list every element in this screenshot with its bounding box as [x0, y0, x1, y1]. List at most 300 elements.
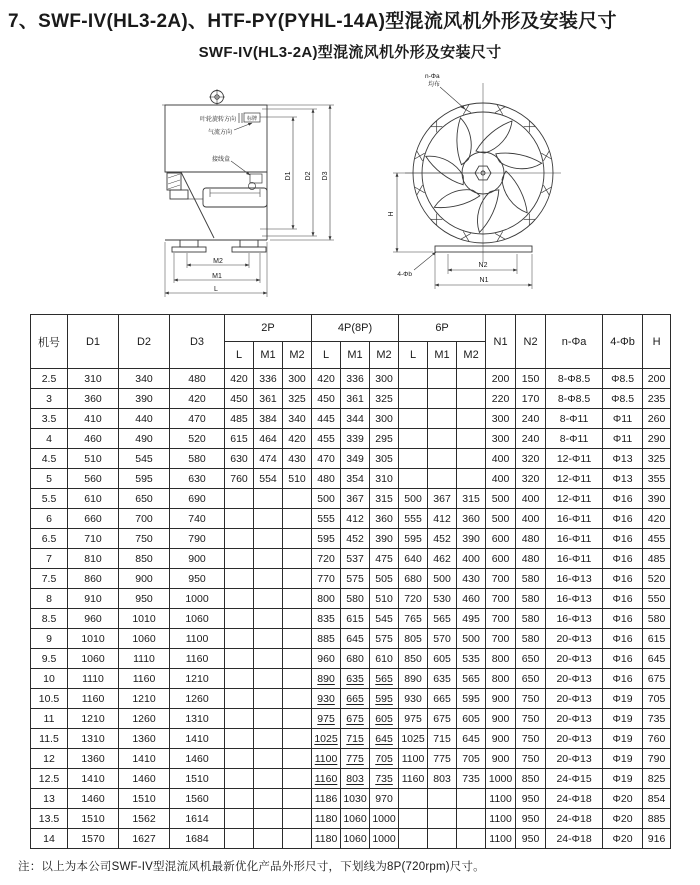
table-cell: [428, 809, 457, 829]
table-cell: [428, 409, 457, 429]
table-cell: 450: [312, 389, 341, 409]
table-cell: 16-Φ11: [546, 529, 603, 549]
table-cell: 16-Φ13: [546, 589, 603, 609]
table-cell: 390: [370, 529, 399, 549]
table-cell: 1060: [341, 809, 370, 829]
table-cell: 1000: [370, 809, 399, 829]
table-cell: [254, 569, 283, 589]
table-cell: 315: [457, 489, 486, 509]
airflow-direction-label: 气流方向: [207, 130, 232, 136]
table-cell: 510: [370, 589, 399, 609]
table-cell: [457, 409, 486, 429]
table-cell: 1100: [399, 749, 428, 769]
table-cell: 735: [370, 769, 399, 789]
table-cell: 595: [457, 689, 486, 709]
table-cell: 1010: [68, 629, 119, 649]
table-cell: 452: [428, 529, 457, 549]
table-cell: 720: [312, 549, 341, 569]
table-cell: [225, 669, 254, 689]
table-cell: 9: [31, 629, 68, 649]
technical-drawings: [0, 66, 700, 312]
table-cell: 430: [457, 569, 486, 589]
table-cell: 150: [516, 369, 546, 389]
table-cell: 700: [119, 509, 170, 529]
table-cell: 900: [486, 729, 516, 749]
dimensions-table: [30, 314, 671, 849]
table-cell: 615: [225, 429, 254, 449]
table-cell: 1510: [119, 789, 170, 809]
table-cell: 580: [516, 609, 546, 629]
table-cell: 975: [312, 709, 341, 729]
table-cell: 900: [486, 689, 516, 709]
header-group-2p: 2P: [225, 315, 312, 342]
table-cell: [283, 729, 312, 749]
table-cell: [399, 809, 428, 829]
table-cell: 510: [283, 469, 312, 489]
table-cell: 24-Φ15: [546, 769, 603, 789]
table-cell: 790: [170, 529, 225, 549]
header-6p-l: L: [399, 342, 428, 369]
table-cell: [399, 429, 428, 449]
table-cell: 735: [457, 769, 486, 789]
table-cell: Φ8.5: [603, 369, 643, 389]
table-cell: [457, 829, 486, 849]
dim-n1-label: N1: [479, 277, 489, 284]
table-cell: 1360: [119, 729, 170, 749]
foot-holes-label: 4-Φb: [397, 271, 412, 278]
table-cell: 1100: [486, 809, 516, 829]
table-cell: 950: [170, 569, 225, 589]
table-cell: 400: [516, 489, 546, 509]
table-cell: [399, 829, 428, 849]
table-cell: 705: [370, 749, 399, 769]
table-cell: 1460: [68, 789, 119, 809]
table-cell: 20-Φ13: [546, 669, 603, 689]
table-cell: 1000: [486, 769, 516, 789]
table-cell: 5.5: [31, 489, 68, 509]
table-cell: 530: [428, 589, 457, 609]
table-cell: 1684: [170, 829, 225, 849]
table-cell: 660: [68, 509, 119, 529]
nameplate-label: 标牌: [246, 116, 258, 122]
table-cell: [283, 709, 312, 729]
table-cell: [225, 649, 254, 669]
table-cell: [399, 369, 428, 389]
table-cell: 1410: [68, 769, 119, 789]
table-cell: 8.5: [31, 609, 68, 629]
table-cell: 1060: [119, 629, 170, 649]
table-cell: Φ16: [603, 669, 643, 689]
table-cell: 805: [399, 629, 428, 649]
table-cell: 384: [254, 409, 283, 429]
table-cell: 455: [643, 529, 671, 549]
table-cell: 1460: [170, 749, 225, 769]
table-cell: Φ20: [603, 809, 643, 829]
table-cell: 675: [428, 709, 457, 729]
table-cell: 1010: [119, 609, 170, 629]
table-cell: 1510: [170, 769, 225, 789]
table-cell: 452: [341, 529, 370, 549]
table-cell: [399, 789, 428, 809]
table-cell: [254, 829, 283, 849]
table-cell: 13: [31, 789, 68, 809]
table-cell: 4: [31, 429, 68, 449]
table-cell: 825: [643, 769, 671, 789]
table-cell: Φ16: [603, 569, 643, 589]
table-cell: 12-Φ11: [546, 489, 603, 509]
table-cell: 605: [457, 709, 486, 729]
table-cell: 410: [68, 409, 119, 429]
table-cell: 520: [643, 569, 671, 589]
table-cell: Φ16: [603, 649, 643, 669]
table-cell: 500: [312, 489, 341, 509]
table-cell: 555: [399, 509, 428, 529]
table-row: [31, 509, 671, 529]
table-cell: 1410: [119, 749, 170, 769]
table-cell: [225, 489, 254, 509]
table-cell: 12: [31, 749, 68, 769]
table-cell: 645: [370, 729, 399, 749]
table-cell: [225, 809, 254, 829]
table-cell: 1100: [486, 789, 516, 809]
table-cell: 400: [486, 469, 516, 489]
table-cell: 740: [170, 509, 225, 529]
header-4p-l: L: [312, 342, 341, 369]
table-cell: 890: [399, 669, 428, 689]
table-cell: [254, 589, 283, 609]
header-2p-m2: M2: [283, 342, 312, 369]
table-cell: 420: [225, 369, 254, 389]
table-cell: 1310: [68, 729, 119, 749]
header-n2: N2: [516, 315, 546, 369]
table-cell: 854: [643, 789, 671, 809]
table-cell: 464: [254, 429, 283, 449]
table-cell: 400: [516, 509, 546, 529]
table-cell: 900: [170, 549, 225, 569]
table-cell: 600: [486, 549, 516, 569]
table-cell: 680: [341, 649, 370, 669]
table-cell: 1560: [170, 789, 225, 809]
table-cell: 500: [399, 489, 428, 509]
table-cell: 20-Φ13: [546, 709, 603, 729]
table-cell: [225, 589, 254, 609]
table-cell: Φ16: [603, 589, 643, 609]
table-cell: 1180: [312, 809, 341, 829]
table-cell: 336: [341, 369, 370, 389]
table-cell: 430: [283, 449, 312, 469]
table-cell: 20-Φ13: [546, 649, 603, 669]
table-row: [31, 809, 671, 829]
table-cell: 12-Φ11: [546, 449, 603, 469]
table-cell: 20-Φ13: [546, 629, 603, 649]
table-cell: 8: [31, 589, 68, 609]
table-cell: [254, 709, 283, 729]
table-cell: [428, 449, 457, 469]
header-4b: 4-Φb: [603, 315, 643, 369]
table-cell: 1360: [68, 749, 119, 769]
table-cell: [428, 369, 457, 389]
table-cell: 960: [312, 649, 341, 669]
table-cell: 790: [643, 749, 671, 769]
table-cell: 535: [457, 649, 486, 669]
table-cell: [254, 629, 283, 649]
table-cell: 500: [486, 489, 516, 509]
table-cell: [254, 529, 283, 549]
table-cell: 310: [370, 469, 399, 489]
table-cell: [428, 429, 457, 449]
table-cell: 850: [516, 769, 546, 789]
table-cell: 900: [119, 569, 170, 589]
table-cell: [254, 649, 283, 669]
table-cell: 3.5: [31, 409, 68, 429]
table-cell: 455: [312, 429, 341, 449]
table-cell: 800: [312, 589, 341, 609]
table-cell: 360: [68, 389, 119, 409]
table-cell: 1570: [68, 829, 119, 849]
table-cell: 6: [31, 509, 68, 529]
table-cell: 240: [516, 429, 546, 449]
table-cell: 650: [516, 649, 546, 669]
table-cell: 420: [312, 369, 341, 389]
table-cell: 1614: [170, 809, 225, 829]
table-row: [31, 629, 671, 649]
table-cell: 500: [428, 569, 457, 589]
table-cell: 1460: [119, 769, 170, 789]
table-cell: 1310: [170, 709, 225, 729]
table-cell: 510: [68, 449, 119, 469]
table-cell: [225, 729, 254, 749]
table-cell: 580: [643, 609, 671, 629]
header-6p-m1: M1: [428, 342, 457, 369]
table-cell: 910: [68, 589, 119, 609]
table-cell: 367: [341, 489, 370, 509]
header-h: H: [643, 315, 671, 369]
table-cell: 735: [643, 709, 671, 729]
table-cell: 775: [341, 749, 370, 769]
table-cell: 344: [341, 409, 370, 429]
table-cell: Φ16: [603, 489, 643, 509]
table-cell: 10.5: [31, 689, 68, 709]
table-cell: 700: [486, 629, 516, 649]
table-cell: 200: [486, 369, 516, 389]
table-cell: 480: [516, 549, 546, 569]
table-cell: 930: [312, 689, 341, 709]
header-n1: N1: [486, 315, 516, 369]
table-cell: [399, 449, 428, 469]
header-d3: D3: [170, 315, 225, 369]
table-cell: 580: [516, 569, 546, 589]
footnote: 注：以上为本公司SWF-IV型混流风机最新优化产品外形尺寸，下划线为8P(720rpm)尺寸。: [18, 861, 485, 873]
table-cell: 1260: [119, 709, 170, 729]
table-cell: 8-Φ11: [546, 409, 603, 429]
table-cell: 615: [643, 629, 671, 649]
table-cell: 420: [643, 509, 671, 529]
table-cell: Φ19: [603, 689, 643, 709]
table-row: [31, 829, 671, 849]
table-cell: 3: [31, 389, 68, 409]
table-cell: 885: [312, 629, 341, 649]
table-cell: [225, 609, 254, 629]
table-cell: 12.5: [31, 769, 68, 789]
table-cell: 305: [370, 449, 399, 469]
table-cell: 400: [486, 449, 516, 469]
table-cell: 835: [312, 609, 341, 629]
table-cell: 1160: [312, 769, 341, 789]
table-cell: 500: [486, 509, 516, 529]
table-cell: 1025: [312, 729, 341, 749]
table-cell: 295: [370, 429, 399, 449]
table-row: [31, 569, 671, 589]
table-cell: [283, 629, 312, 649]
table-cell: 325: [643, 449, 671, 469]
table-cell: 900: [486, 749, 516, 769]
table-row: [31, 729, 671, 749]
table-cell: 850: [119, 549, 170, 569]
table-cell: 10: [31, 669, 68, 689]
table-cell: [225, 529, 254, 549]
table-cell: Φ16: [603, 629, 643, 649]
table-cell: 665: [428, 689, 457, 709]
table-cell: 480: [516, 529, 546, 549]
table-cell: [254, 749, 283, 769]
table-cell: [283, 589, 312, 609]
table-cell: 310: [68, 369, 119, 389]
table-cell: 1160: [170, 649, 225, 669]
table-cell: 570: [428, 629, 457, 649]
table-cell: 336: [254, 369, 283, 389]
dim-d2-label: D2: [305, 171, 312, 181]
table-cell: [283, 549, 312, 569]
table-cell: 390: [457, 529, 486, 549]
table-cell: [283, 769, 312, 789]
table-cell: Φ13: [603, 449, 643, 469]
table-cell: 635: [341, 669, 370, 689]
table-cell: [254, 729, 283, 749]
table-cell: [399, 469, 428, 489]
table-cell: 1100: [312, 749, 341, 769]
header-model: 机号: [31, 315, 68, 369]
table-cell: 470: [312, 449, 341, 469]
table-cell: [225, 509, 254, 529]
table-row: [31, 609, 671, 629]
table-cell: Φ19: [603, 769, 643, 789]
table-cell: [283, 749, 312, 769]
table-row: [31, 709, 671, 729]
table-cell: 665: [341, 689, 370, 709]
table-cell: 705: [643, 689, 671, 709]
table-cell: 1060: [68, 649, 119, 669]
table-cell: 505: [370, 569, 399, 589]
table-cell: 550: [643, 589, 671, 609]
table-cell: 170: [516, 389, 546, 409]
table-cell: 8-Φ11: [546, 429, 603, 449]
table-cell: 1210: [68, 709, 119, 729]
table-cell: 760: [643, 729, 671, 749]
table-cell: 474: [254, 449, 283, 469]
table-cell: 860: [68, 569, 119, 589]
dim-h-label: H: [388, 211, 395, 217]
header-d1: D1: [68, 315, 119, 369]
table-cell: Φ19: [603, 749, 643, 769]
table-cell: [457, 429, 486, 449]
table-cell: 500: [457, 629, 486, 649]
table-cell: 810: [68, 549, 119, 569]
table-row: [31, 369, 671, 389]
table-cell: 300: [370, 369, 399, 389]
table-cell: [283, 609, 312, 629]
table-cell: 480: [312, 469, 341, 489]
table-cell: 950: [516, 829, 546, 849]
table-cell: 700: [486, 589, 516, 609]
table-cell: Φ16: [603, 509, 643, 529]
table-cell: [225, 829, 254, 849]
header-2p-m1: M1: [254, 342, 283, 369]
table-cell: [225, 689, 254, 709]
table-cell: 750: [516, 729, 546, 749]
table-cell: 580: [516, 629, 546, 649]
table-cell: 14: [31, 829, 68, 849]
table-cell: [399, 409, 428, 429]
table-cell: 850: [399, 649, 428, 669]
table-cell: 240: [516, 409, 546, 429]
table-cell: 1060: [341, 829, 370, 849]
table-cell: [225, 769, 254, 789]
table-cell: 680: [399, 569, 428, 589]
table-cell: [225, 749, 254, 769]
table-cell: 1160: [119, 669, 170, 689]
table-cell: 340: [283, 409, 312, 429]
table-cell: 8-Φ8.5: [546, 369, 603, 389]
table-cell: 220: [486, 389, 516, 409]
table-cell: 475: [370, 549, 399, 569]
header-4p-m1: M1: [341, 342, 370, 369]
table-cell: 16-Φ11: [546, 549, 603, 569]
table-cell: 775: [428, 749, 457, 769]
table-cell: 630: [225, 449, 254, 469]
table-cell: [399, 389, 428, 409]
table-cell: 495: [457, 609, 486, 629]
table-cell: [254, 689, 283, 709]
table-cell: 200: [643, 369, 671, 389]
table-cell: [283, 689, 312, 709]
table-cell: 675: [643, 669, 671, 689]
table-cell: 545: [119, 449, 170, 469]
table-cell: 1410: [170, 729, 225, 749]
table-cell: 5: [31, 469, 68, 489]
table-cell: 950: [516, 809, 546, 829]
table-cell: 610: [370, 649, 399, 669]
table-cell: Φ20: [603, 829, 643, 849]
table-cell: 420: [170, 389, 225, 409]
page-title: 7、SWF-IV(HL3-2A)、HTF-PY(PYHL-14A)型混流风机外形及安装尺寸: [8, 11, 617, 32]
table-cell: 700: [486, 569, 516, 589]
table-cell: 20-Φ13: [546, 689, 603, 709]
table-cell: 605: [428, 649, 457, 669]
table-cell: 1000: [370, 829, 399, 849]
table-cell: 300: [283, 369, 312, 389]
table-cell: 645: [457, 729, 486, 749]
table-cell: 890: [312, 669, 341, 689]
header-group-6p: 6P: [399, 315, 486, 342]
header-d2: D2: [119, 315, 170, 369]
table-cell: 12-Φ11: [546, 469, 603, 489]
table-cell: 490: [119, 429, 170, 449]
header-group-4p: 4P(8P): [312, 315, 399, 342]
table-cell: [283, 789, 312, 809]
table-cell: 1180: [312, 829, 341, 849]
junction-box-label: 接线盒: [211, 157, 230, 163]
table-cell: 390: [119, 389, 170, 409]
